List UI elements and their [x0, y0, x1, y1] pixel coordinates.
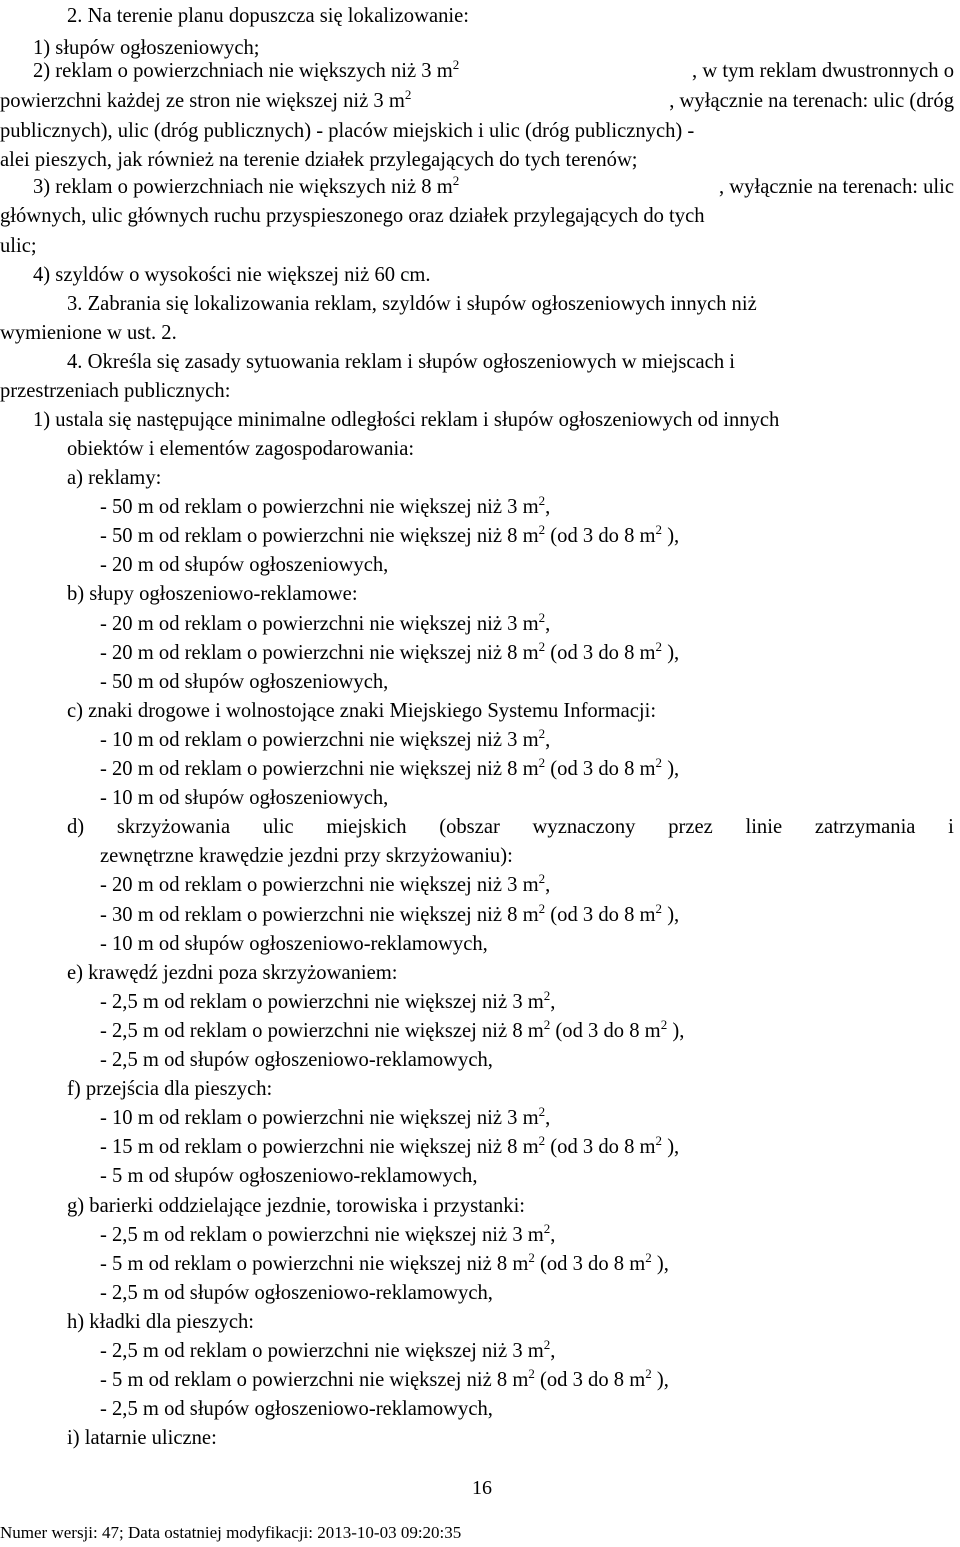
distance-row: - 5 m od słupów ogłoszeniowo-reklamowych,: [100, 1165, 478, 1188]
section-2-item-3-line-2: głównych, ulic głównych ruchu przyspieszonego oraz działek przylegających do tych: [0, 205, 705, 227]
section-2-item-1: 1) słupów ogłoszeniowych;: [33, 37, 260, 59]
distance-row: - 30 m od reklam o powierzchni nie większej niż 8 $m^2$ (od 3 do 8 $m^2$ ),: [100, 900, 680, 926]
footer-version-info: Numer wersji: 47; Data ostatniej modyfikacji: 2013-10-03 09:20:35: [0, 1523, 462, 1542]
text-part: [0, 87, 412, 112]
text: powierzchni każdej ze stron nie większej niż 3 m: [0, 90, 405, 112]
distance-row: - 2,5 m od reklam o powierzchni nie większej niż 3 $m^2$,: [100, 1220, 556, 1246]
section-2-heading: 2. Na terenie planu dopuszcza się lokalizowanie:: [67, 5, 469, 27]
word: miejskich: [326, 816, 407, 839]
section-4-line-1: 4. Określa się zasady sytuowania reklam i słupów ogłoszeniowych w miejscach i: [67, 351, 735, 373]
section-3-line-1: 3. Zabrania się lokalizowania reklam, szyldów i słupów ogłoszeniowych innych niż: [67, 293, 757, 315]
page-number: 16: [472, 1477, 492, 1499]
group-label: a) reklamy:: [67, 467, 162, 489]
distance-row: - 20 m od reklam o powierzchni nie większej niż 3 $m^2$,: [100, 871, 551, 897]
text: 2) reklam o powierzchniach nie większych niż 3 m: [33, 60, 453, 82]
distance-row: - 20 m od reklam o powierzchni nie większej niż 3 $m^2$,: [100, 609, 551, 635]
distance-row: - 5 m od reklam o powierzchni nie większej niż 8 $m^2$ (od 3 do 8 $m^2$ ),: [100, 1366, 669, 1392]
section-2-item-2-line-3: publicznych), ulic (dróg publicznych) - placów miejskich i ulic (dróg publicznych) -: [0, 120, 695, 142]
word: wyznaczony: [532, 816, 636, 839]
distance-row: - 10 m od reklam o powierzchni nie większej niż 3 $m^2$,: [100, 725, 551, 751]
distance-row: - 50 m od reklam o powierzchni nie większej niż 3 $m^2$,: [100, 493, 551, 519]
distance-row: - 10 m od słupów ogłoszeniowo-reklamowych,: [100, 932, 488, 955]
superscript: 2: [452, 57, 460, 72]
group-label: h) kładki dla pieszych:: [67, 1310, 255, 1333]
group-label: e) krawędź jezdni poza skrzyżowaniem:: [67, 961, 398, 984]
distance-row: - 5 m od reklam o powierzchni nie większej niż 8 $m^2$ (od 3 do 8 $m^2$ ),: [100, 1249, 669, 1275]
word: linie: [745, 816, 783, 839]
distance-row: - 20 m od reklam o powierzchni nie większej niż 8 $m^2$ (od 3 do 8 $m^2$ ),: [100, 638, 680, 664]
distance-row: - 50 m od reklam o powierzchni nie większej niż 8 $m^2$ (od 3 do 8 $m^2$ ),: [100, 522, 680, 548]
distance-row: - 2,5 m od reklam o powierzchni nie większej niż 3 $m^2$,: [100, 987, 556, 1013]
section-3-line-2: wymienione w ust. 2.: [0, 322, 177, 344]
superscript: 2: [404, 87, 412, 102]
section-4-item-1-line-2: obiektów i elementów zagospodarowania:: [67, 438, 415, 460]
distance-row: - 2,5 m od słupów ogłoszeniowo-reklamowych,: [100, 1281, 493, 1304]
text-part: [33, 57, 460, 82]
section-4-item-1-line-1: 1) ustala się następujące minimalne odległości reklam i słupów ogłoszeniowych od innych: [33, 409, 780, 431]
distance-row: - 20 m od reklam o powierzchni nie większej niż 8 $m^2$ (od 3 do 8 $m^2$ ),: [100, 755, 680, 780]
word: (obszar: [439, 816, 500, 839]
section-2-item-2-line-2: [0, 87, 954, 112]
text-part: , wyłącznie na terenach: ulic: [719, 176, 954, 198]
section-2-item-4: 4) szyldów o wysokości nie większej niż 60 cm.: [33, 264, 431, 286]
section-2-item-2-line-4: alei pieszych, jak również na terenie działek przylegających do tych terenów;: [0, 149, 638, 171]
group-label: g) barierki oddzielające jezdnie, torowiska i przystanki:: [67, 1194, 526, 1217]
group-label: i) latarnie uliczne:: [67, 1427, 217, 1450]
distance-row: - 10 m od słupów ogłoszeniowych,: [100, 787, 389, 810]
group-label: [67, 817, 954, 838]
section-2-item-3-line-1: [33, 173, 954, 198]
distance-row: - 2,5 m od reklam o powierzchni nie większej niż 8 $m^2$ (od 3 do 8 $m^2$ ),: [100, 1016, 685, 1042]
distance-row: - 10 m od reklam o powierzchni nie większej niż 3 $m^2$,: [100, 1104, 551, 1130]
section-2-item-3-line-3: ulic;: [0, 235, 37, 257]
group-label: c) znaki drogowe i wolnostojące znaki Miejskiego Systemu Informacji:: [67, 699, 657, 722]
distance-row: - 2,5 m od słupów ogłoszeniowo-reklamowych,: [100, 1049, 493, 1071]
distance-row: - 15 m od reklam o powierzchni nie większej niż 8 $m^2$ (od 3 do 8 $m^2$ ),: [100, 1133, 680, 1159]
superscript: 2: [452, 173, 460, 188]
distance-row: - 2,5 m od słupów ogłoszeniowo-reklamowych,: [100, 1398, 493, 1421]
word: zatrzymania: [814, 816, 916, 839]
word: i: [948, 816, 954, 839]
distance-row: - 2,5 m od reklam o powierzchni nie większej niż 3 $m^2$,: [100, 1337, 556, 1362]
text: 3) reklam o powierzchniach nie większych niż 8 m: [33, 176, 453, 198]
group-label-continued: zewnętrzne krawędzie jezdni przy skrzyżowaniu):: [100, 845, 513, 868]
word: przez: [668, 816, 713, 839]
word: skrzyżowania: [116, 816, 231, 839]
word: d): [67, 816, 85, 839]
text-part: , w tym reklam dwustronnych o: [692, 60, 954, 82]
text-part: , wyłącznie na terenach: ulic (dróg: [669, 90, 954, 112]
group-label: f) przejścia dla pieszych:: [67, 1078, 273, 1101]
group-label: b) słupy ogłoszeniowo-reklamowe:: [67, 583, 358, 606]
section-4-line-2: przestrzeniach publicznych:: [0, 380, 231, 402]
distance-row: - 50 m od słupów ogłoszeniowych,: [100, 670, 389, 693]
section-2-item-2-line-1: [33, 57, 954, 82]
word: ulic: [262, 816, 294, 839]
text-part: [33, 173, 460, 198]
distance-row: - 20 m od słupów ogłoszeniowych,: [100, 554, 389, 577]
